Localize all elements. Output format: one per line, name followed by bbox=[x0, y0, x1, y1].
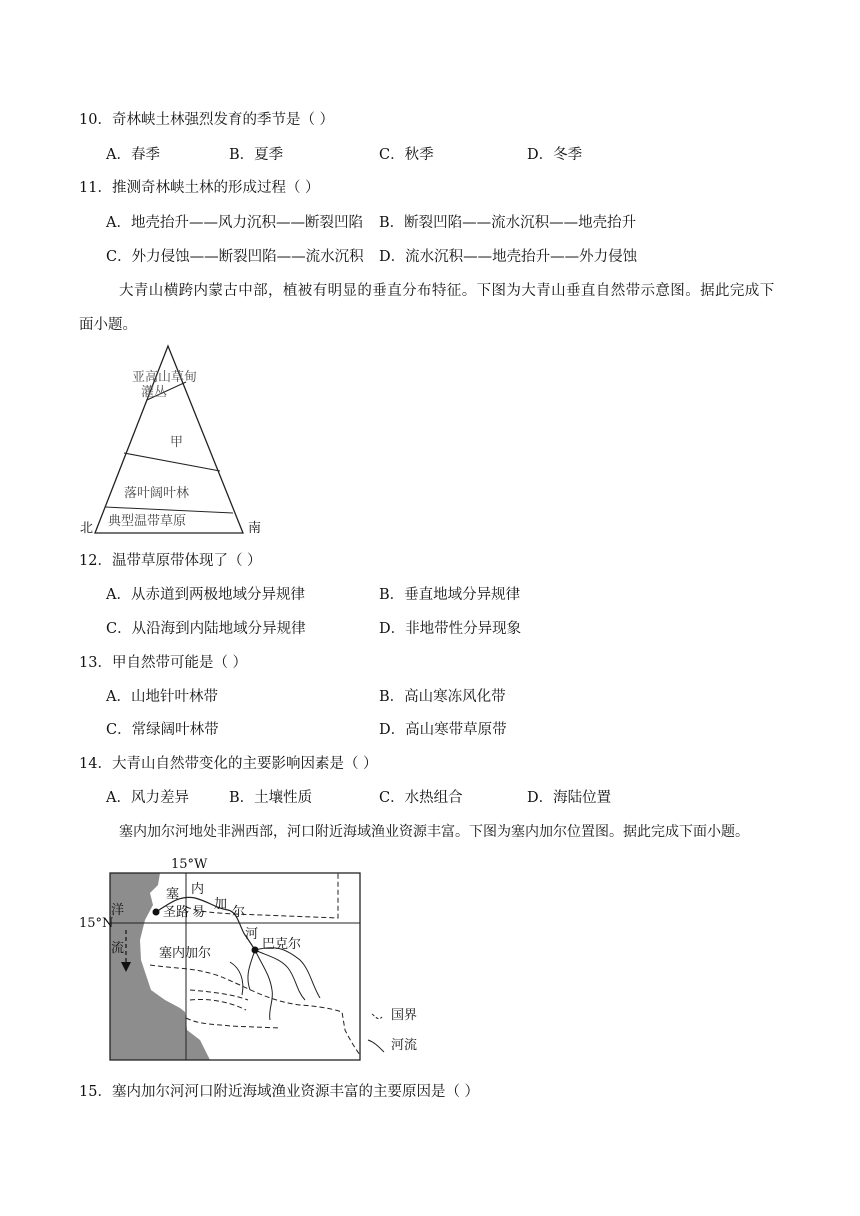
label-senegal-country: 塞内加尔 bbox=[159, 946, 212, 961]
river-char-he: 河 bbox=[245, 927, 259, 942]
question-13-stem: 13．甲自然带可能是（ ） bbox=[79, 655, 248, 671]
question-14-stem: 14．大青山自然带变化的主要影响因素是（ ） bbox=[79, 756, 378, 772]
q10-option-a: A．春季 bbox=[106, 147, 160, 163]
q14-option-b: B．土壤性质 bbox=[229, 790, 313, 806]
border-north bbox=[186, 873, 338, 918]
city-dot-bakel bbox=[252, 947, 259, 954]
label-15n: 15°N bbox=[79, 916, 114, 931]
q13-option-d: D．高山寒带草原带 bbox=[379, 722, 507, 738]
border-guinea bbox=[186, 1018, 280, 1028]
label-saint-louis-2: 易 bbox=[192, 905, 206, 920]
river-char-jia: 加 bbox=[214, 897, 228, 912]
label-bakel: 巴克尔 bbox=[262, 937, 302, 952]
tributary-5 bbox=[255, 948, 320, 998]
q11-option-a: A．地壳抬升——风力沉积——断裂凹陷 bbox=[106, 215, 363, 231]
q13-option-a: A．山地针叶林带 bbox=[106, 689, 218, 705]
label-deciduous-forest: 落叶阔叶林 bbox=[124, 486, 190, 501]
river-char-er: 尔 bbox=[232, 905, 246, 920]
label-south: 南 bbox=[248, 521, 262, 536]
q14-option-d: D．海陆位置 bbox=[527, 790, 612, 806]
question-10-stem: 10．奇林峡土林强烈发育的季节是（ ） bbox=[79, 112, 335, 128]
q11-option-c: C．外力侵蚀——断裂凹陷——流水沉积 bbox=[106, 249, 364, 265]
q12-option-b: B．垂直地域分异规律 bbox=[379, 587, 521, 603]
legend-river-label: 河流 bbox=[391, 1038, 418, 1053]
label-current: 流 bbox=[111, 941, 125, 956]
question-15-stem: 15．塞内加尔河河口附近海域渔业资源丰富的主要原因是（ ） bbox=[79, 1084, 480, 1100]
q14-option-c: C．水热组合 bbox=[379, 790, 463, 806]
q10-option-d: D．冬季 bbox=[527, 147, 583, 163]
label-shrub: 灌丛 bbox=[141, 385, 168, 400]
q10-option-c: C．秋季 bbox=[379, 147, 434, 163]
passage-daqingshan-line1: 大青山横跨内蒙古中部，植被有明显的垂直分布特征。下图为大青山垂直自然带示意图。据此完成下 bbox=[119, 283, 775, 299]
q12-option-c: C．从沿海到内陆地域分异规律 bbox=[106, 621, 306, 637]
q12-option-d: D．非地带性分异现象 bbox=[379, 621, 522, 637]
tributary-3 bbox=[248, 950, 255, 990]
river-char-sai: 塞 bbox=[166, 887, 180, 902]
label-15w: 15°W bbox=[171, 857, 208, 872]
legend-border-symbol bbox=[372, 1014, 382, 1019]
q11-option-b: B．断裂凹陷——流水沉积——地壳抬升 bbox=[379, 215, 637, 231]
q13-option-b: B．高山寒冻风化带 bbox=[379, 689, 506, 705]
label-ocean: 洋 bbox=[111, 903, 125, 918]
q13-option-c: C．常绿阔叶林带 bbox=[106, 722, 219, 738]
city-dot-saint-louis bbox=[153, 909, 160, 916]
question-12-stem: 12．温带草原带体现了（ ） bbox=[79, 553, 262, 569]
label-north: 北 bbox=[80, 521, 94, 536]
q14-option-a: A．风力差异 bbox=[106, 790, 189, 806]
label-jia: 甲 bbox=[170, 435, 184, 450]
label-subalpine-meadow: 亚高山草甸 bbox=[132, 370, 198, 385]
q10-option-b: B．夏季 bbox=[229, 147, 284, 163]
q12-option-a: A．从赤道到两极地域分异规律 bbox=[106, 587, 305, 603]
q11-option-d: D．流水沉积——地壳抬升——外力侵蚀 bbox=[379, 249, 638, 265]
legend-river-symbol bbox=[368, 1040, 384, 1052]
river-char-nei: 内 bbox=[191, 882, 205, 897]
tributary-1 bbox=[255, 950, 272, 1020]
border-gambia-north bbox=[190, 990, 248, 1000]
tributary-4 bbox=[230, 962, 243, 995]
border-gambia-south bbox=[190, 999, 246, 1010]
question-11-stem: 11．推测奇林峡土林的形成过程（ ） bbox=[79, 180, 320, 196]
label-saint-louis: 圣路 bbox=[163, 905, 190, 920]
passage-daqingshan-line2: 面小题。 bbox=[79, 317, 137, 333]
label-temperate-steppe: 典型温带草原 bbox=[108, 514, 187, 529]
passage-senegal: 塞内加尔河地处非洲西部，河口附近海域渔业资源丰富。下图为塞内加尔位置图。据此完成下面小题。 bbox=[119, 824, 749, 840]
legend-border-label: 国界 bbox=[391, 1008, 418, 1023]
